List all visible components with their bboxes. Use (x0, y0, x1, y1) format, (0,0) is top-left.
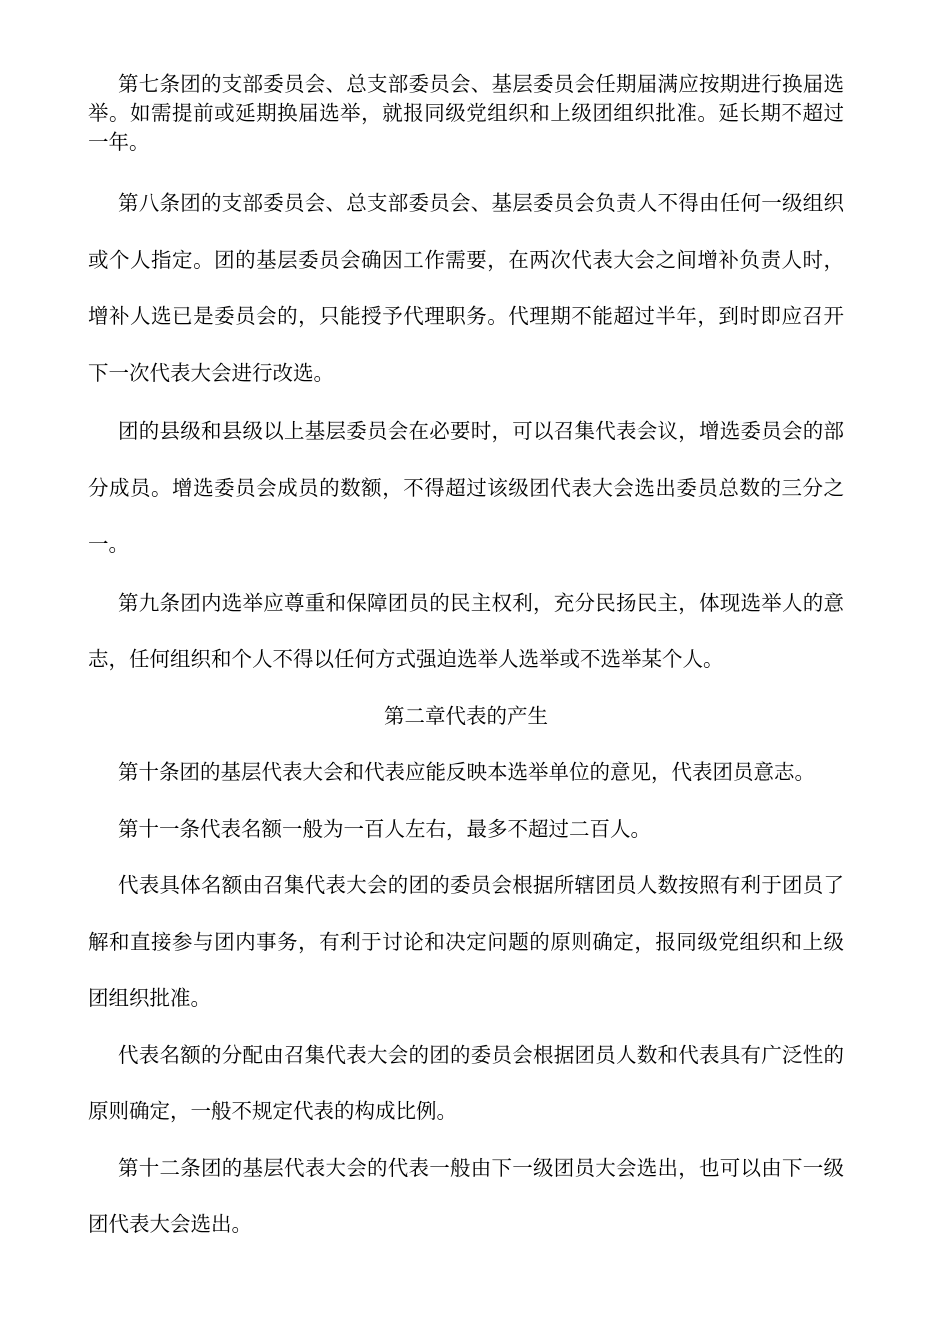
article-10-paragraph: 第十条团的基层代表大会和代表应能反映本选举单位的意见，代表团员意志。 (118, 760, 815, 784)
chapter-heading: 第二章代表的产生 (384, 703, 548, 728)
article-11-paragraph: 第十一条代表名额一般为一百人左右，最多不超过二百人。 (118, 816, 651, 841)
county-committee-paragraph: 团的县级和县级以上基层委员会在必要时，可以召集代表会议，增选委员会的部分成员。增选委员会成员的数额，不得超过该级团代表大会选出委员总数的三分之一。 (88, 419, 844, 556)
article-8-paragraph: 第八条团的支部委员会、总支部委员会、基层委员会负责人不得由任何一级组织或个人指定。团的基层委员会确因工作需要，在两次代表大会之间增补负责人时，增补人选已是委员会的，只能授予代理职务。代理期不能超过半年，到时即应召开下一次代表大会进行改选。 (88, 191, 844, 385)
article-9-paragraph: 第九条团内选举应尊重和保障团员的民主权利，充分民扬民主，体现选举人的意志，任何组织和个人不得以任何方式强迫选举人选举或不选举某个人。 (88, 590, 844, 671)
article-12-paragraph: 第十二条团的基层代表大会的代表一般由下一级团员大会选出，也可以由下一级团代表大会选出。 (88, 1155, 844, 1236)
document-page (88, 70, 844, 1253)
quota-distribution-paragraph: 代表名额的分配由召集代表大会的团的委员会根据团员人数和代表具有广泛性的原则确定，一般不规定代表的构成比例。 (88, 1042, 844, 1123)
article-7-paragraph: 第七条团的支部委员会、总支部委员会、基层委员会任期届满应按期进行换届选举。如需提前或延期换届选举，就报同级党组织和上级团组织批准。延长期不超过一年。 (88, 72, 844, 154)
delegate-quota-paragraph: 代表具体名额由召集代表大会的团的委员会根据所辖团员人数按照有利于团员了解和直接参与团内事务，有利于讨论和决定问题的原则确定，报同级党组织和上级团组织批准。 (88, 873, 844, 1010)
